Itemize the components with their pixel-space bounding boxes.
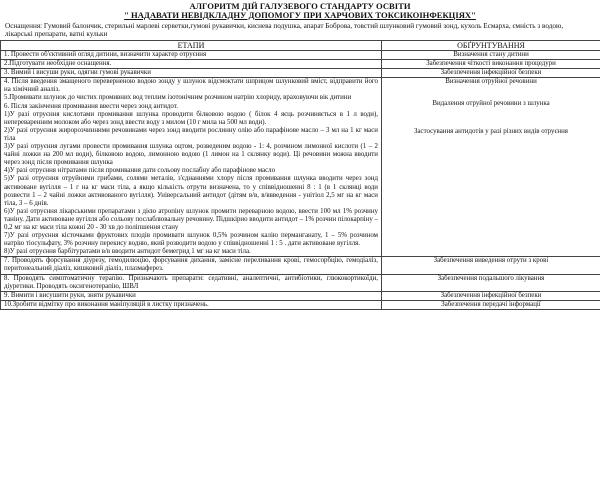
rationale-cell (382, 300, 600, 309)
rationale-cell (382, 274, 600, 291)
table-row (1, 51, 600, 60)
stage-cell (1, 257, 382, 274)
algorithm-table (0, 40, 600, 310)
stage-text: 3)У разі отруєння лугами провести промивання шлунка оцтом, розведеним водою - 1: 4, розчином лимонної кислоти (1 – 2 чайні ложки на 200 мл води), білковою водою, лимонною водою (1 лимон на 1 склянку води). Ці речовини можна вводити через зонд після промивання шлунка (4, 143, 378, 167)
document-title: АЛГОРИТМ ДІЙ ГАЛУЗЕВОГО СТАНДАРТУ ОСВІТИ (189, 1, 411, 11)
header-stages: ЕТАПИ (1, 41, 382, 51)
stage-text: 5.Промивати шлунок до чистих промивних вод теплим ізотонічним розчином натрію хлориду, враховуючи вік дитини (4, 94, 352, 102)
equipment-list: Оснащення: Гумовий балончик, стерильні марлеві серветки,гумові рукавички, киснева подушка, апарат Боброва, товстий шлунковий гумовий зонд, кухоль Есмарха, ємність з водою, лікарські препарати, ватні кульки (5, 22, 564, 39)
table-row (1, 257, 600, 274)
stage-cell (1, 300, 382, 309)
table-row (1, 60, 600, 69)
stage-text: 8. Проводять симптоматичну терапію. Призначають препарати: седативні, аналептичні, антибіотики, глюкокортикоїди, діуретики. Проводять оксигенотерапію, ШВЛ (4, 274, 378, 290)
stage-cell (1, 60, 382, 69)
rationale-text: Забезпечення передачі інформації (441, 300, 541, 308)
rationale-cell (382, 51, 600, 60)
stage-cell (1, 274, 382, 291)
stage-text: 7)У разі отруєння кісточками фруктових плодів промивати шлунок 0,5% розчином калію перманганату, 1 – 5% розчином натрію тіосульфату, 3% розчину перекису водню, який розводити водою у співвідношенні 1 : 5 . дати активоване вугілля. (4, 232, 378, 248)
stage-text: 1)У разі отруєння кислотами промивання шлунка проводити білковою водою ( білок 4 яєць розчиняється в 1 л води), непереваренним молоком або через зонд ввести воду з милом (10 г мила на 500 мл води). (4, 110, 378, 126)
stage-cell (1, 78, 382, 257)
stage-cell (1, 291, 382, 300)
table-row (1, 78, 600, 257)
rationale-text: Забезпечення подальшого лікування (437, 274, 545, 282)
stage-text: 2)У разі отруєння жиророзчинними речовинами через зонд вводити рослинну олію або парафінове масло – 3 мл на 1 кг маси тіла (4, 126, 378, 142)
document-subtitle: " НАДАВАТИ НЕВІДКЛАДНУ ДОПОМОГУ ПРИ ХАРЧОВИХ ТОКСИКОІНФЕКЦІЯХ" (124, 10, 476, 20)
stage-text: 10.Зробити відмітку про виконання маніпуляцій в листку призначень. (4, 300, 209, 308)
rationale-text: Забезпечення чіткості виконання процедури (426, 60, 556, 68)
table-row (1, 69, 600, 78)
rationale-text: Забезпечення інфекційної безпеки (440, 291, 542, 299)
rationale-cell (382, 60, 600, 69)
rationale-cell (382, 69, 600, 78)
rationale-cell (382, 257, 600, 274)
stage-text: 2.Підготувати необхідне оснащення. (4, 60, 112, 68)
rationale-cell (382, 291, 600, 300)
stage-cell (1, 69, 382, 78)
stage-cell (1, 51, 382, 60)
stage-text: 6)У разі отруєння лікарськими препаратами з дією атропіну шлунок промити переварною водою, ввести 100 мл 1% розчину таніну. Дати активоване вугілля або сольову послаблювальну речовину. Підшкірно вводити антидот – 1% розчин пілокарпіну – 0,2 мг на кг маси тіла кожні 20 - 30 хв до поліпшення стану (4, 207, 378, 231)
stage-text: 9. Вимити і висушити руки, зняти рукавички (4, 291, 136, 299)
rationale-text: Визначення стану дитини (453, 51, 529, 58)
table-row (1, 291, 600, 300)
rationale-text: Видалення отруйної речовини з шлунка (432, 100, 550, 108)
table-row (1, 274, 600, 291)
table-header-row (1, 41, 600, 51)
rationale-text: Забезпечення виведення отрути з крові (433, 257, 549, 265)
stage-text: 8)У разі отруєння барбітуратами в/в вводити антидот бемегрид 1 мг на кг маси тіла. (4, 248, 251, 256)
stage-text: 6. Після закінчення промивання ввести через зонд антидот. (4, 102, 178, 110)
rationale-text: Забезпечення інфекційної безпеки (440, 69, 542, 77)
rationale-text: Визначення отруйної речовини (445, 78, 537, 86)
rationale-cell (382, 78, 600, 257)
stage-text: 4. Після введення змащеного переверненою водою зонду у шлунок відсмоктати шприцом шлунковий вміст, відправити його на хімічний аналіз. (4, 78, 378, 94)
stage-text: 1. Провести об'єктивний огляд дитини, визначити характер отруєння (4, 51, 207, 58)
rationale-text: Застосування антидотів у разі різних видів отруєння (414, 128, 568, 136)
stage-text: 3. Вимий і висуши руки, одягни гумові рукавички (4, 69, 151, 77)
stage-text: 7. Проводять форсування діурезу, гемодилюцію, форсування дихання, замісне переливання крові, гемосорбцію, гемодіаліз, перитонеальний діаліз, кишковий діаліз, плазмаферез. (4, 257, 378, 273)
stage-text: 4)У разі отруєння нітратами після промивання дати сольову послабну або парафінове масло (4, 167, 276, 175)
header-rationale: ОБҐРУНТУВАННЯ (382, 41, 600, 51)
stage-text: 5)У разі отруєння отруйними грибами, солями металів, з'єднаннями хлору після промивання шлунка вводити через зонд активоване вугілля – 1 г на кг маси тіла, а якщо кількість отрути визначена, то у співвідношенні 8 : 1 (в 1 склянці води розвести 1 – 2 чайні ложки активованого вугілля). Універсальний антидот (дітям в/в, в/ввведення - унітіол 2,5 мг на кг маси тіла, 3 – 6 днів. (4, 175, 378, 207)
table-row (1, 300, 600, 309)
